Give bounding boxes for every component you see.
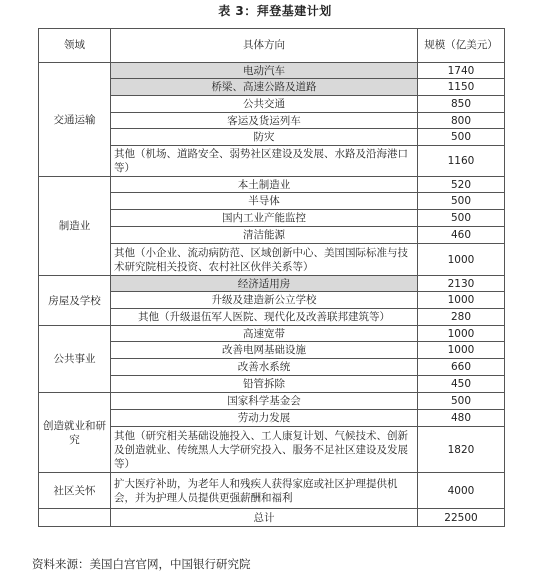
- domain-cell: 制造业: [39, 177, 111, 276]
- header-domain: 领域: [39, 29, 111, 63]
- table-row: [39, 177, 505, 193]
- value-cell: 500: [418, 129, 505, 146]
- value-cell: 4000: [418, 473, 505, 509]
- header-scale: 规模（亿美元）: [418, 29, 505, 63]
- value-cell: 1000: [418, 244, 505, 276]
- domain-cell: 交通运输: [39, 63, 111, 177]
- total-label: 总计: [111, 509, 418, 527]
- table-row: [39, 276, 505, 292]
- value-cell: 460: [418, 227, 505, 244]
- value-cell: 1000: [418, 342, 505, 359]
- table-row: [39, 473, 505, 509]
- direction-cell: 防灾: [111, 129, 418, 146]
- value-cell: 280: [418, 309, 505, 326]
- value-cell: 850: [418, 96, 505, 113]
- domain-cell: 房屋及学校: [39, 276, 111, 326]
- infrastructure-plan-table: [38, 28, 505, 527]
- value-cell: 1740: [418, 63, 505, 79]
- direction-cell: 其他（小企业、流动病防范、区域创新中心、美国国际标准与技术研究院相关投资、农村社区伙伴关系等）: [111, 244, 418, 276]
- direction-cell: 国内工业产能监控: [111, 210, 418, 227]
- header-row: [39, 29, 505, 63]
- value-cell: 660: [418, 359, 505, 376]
- direction-cell: 本土制造业: [111, 177, 418, 193]
- table-row: [39, 393, 505, 410]
- domain-cell: 创造就业和研究: [39, 393, 111, 473]
- value-cell: 800: [418, 113, 505, 129]
- direction-cell: 客运及货运列车: [111, 113, 418, 129]
- direction-cell: 清洁能源: [111, 227, 418, 244]
- header-direction: 具体方向: [111, 29, 418, 63]
- direction-cell: 经济适用房: [111, 276, 418, 292]
- value-cell: 1000: [418, 292, 505, 309]
- total-empty-cell: [39, 509, 111, 527]
- value-cell: 500: [418, 393, 505, 410]
- domain-cell: 公共事业: [39, 326, 111, 393]
- value-cell: 1820: [418, 427, 505, 473]
- value-cell: 450: [418, 376, 505, 393]
- direction-cell: 铅管拆除: [111, 376, 418, 393]
- total-row: [39, 509, 505, 527]
- value-cell: 1160: [418, 146, 505, 177]
- value-cell: 520: [418, 177, 505, 193]
- direction-cell: 劳动力发展: [111, 410, 418, 427]
- direction-cell: 国家科学基金会: [111, 393, 418, 410]
- direction-cell: 改善水系统: [111, 359, 418, 376]
- direction-cell: 升级及建造新公立学校: [111, 292, 418, 309]
- direction-cell: 扩大医疗补助，为老年人和残疾人获得家庭或社区护理提供机会，并为护理人员提供更强薪酬和福利: [111, 473, 418, 509]
- value-cell: 2130: [418, 276, 505, 292]
- table-row: [39, 326, 505, 342]
- table-body: [39, 63, 505, 527]
- direction-cell: 改善电网基础设施: [111, 342, 418, 359]
- value-cell: 1150: [418, 79, 505, 96]
- direction-cell: 其他（升级退伍军人医院、现代化及改善联邦建筑等）: [111, 309, 418, 326]
- direction-cell: 高速宽带: [111, 326, 418, 342]
- value-cell: 480: [418, 410, 505, 427]
- value-cell: 1000: [418, 326, 505, 342]
- value-cell: 500: [418, 193, 505, 210]
- domain-cell: 社区关怀: [39, 473, 111, 509]
- direction-cell: 其他（研究相关基础设施投入、工人康复计划、气候技术、创新及创造就业、传统黑人大学研究投入、服务不足社区建设及发展等）: [111, 427, 418, 473]
- source-note: 资料来源：美国白宫官网，中国银行研究院: [32, 557, 251, 571]
- direction-cell: 半导体: [111, 193, 418, 210]
- direction-cell: 公共交通: [111, 96, 418, 113]
- total-value: 22500: [418, 509, 505, 527]
- direction-cell: 桥梁、高速公路及道路: [111, 79, 418, 96]
- table-row: [39, 63, 505, 79]
- table-title: 表 3：拜登基建计划: [218, 4, 332, 18]
- direction-cell: 电动汽车: [111, 63, 418, 79]
- value-cell: 500: [418, 210, 505, 227]
- direction-cell: 其他（机场、道路安全、弱势社区建设及发展、水路及沿海港口等）: [111, 146, 418, 177]
